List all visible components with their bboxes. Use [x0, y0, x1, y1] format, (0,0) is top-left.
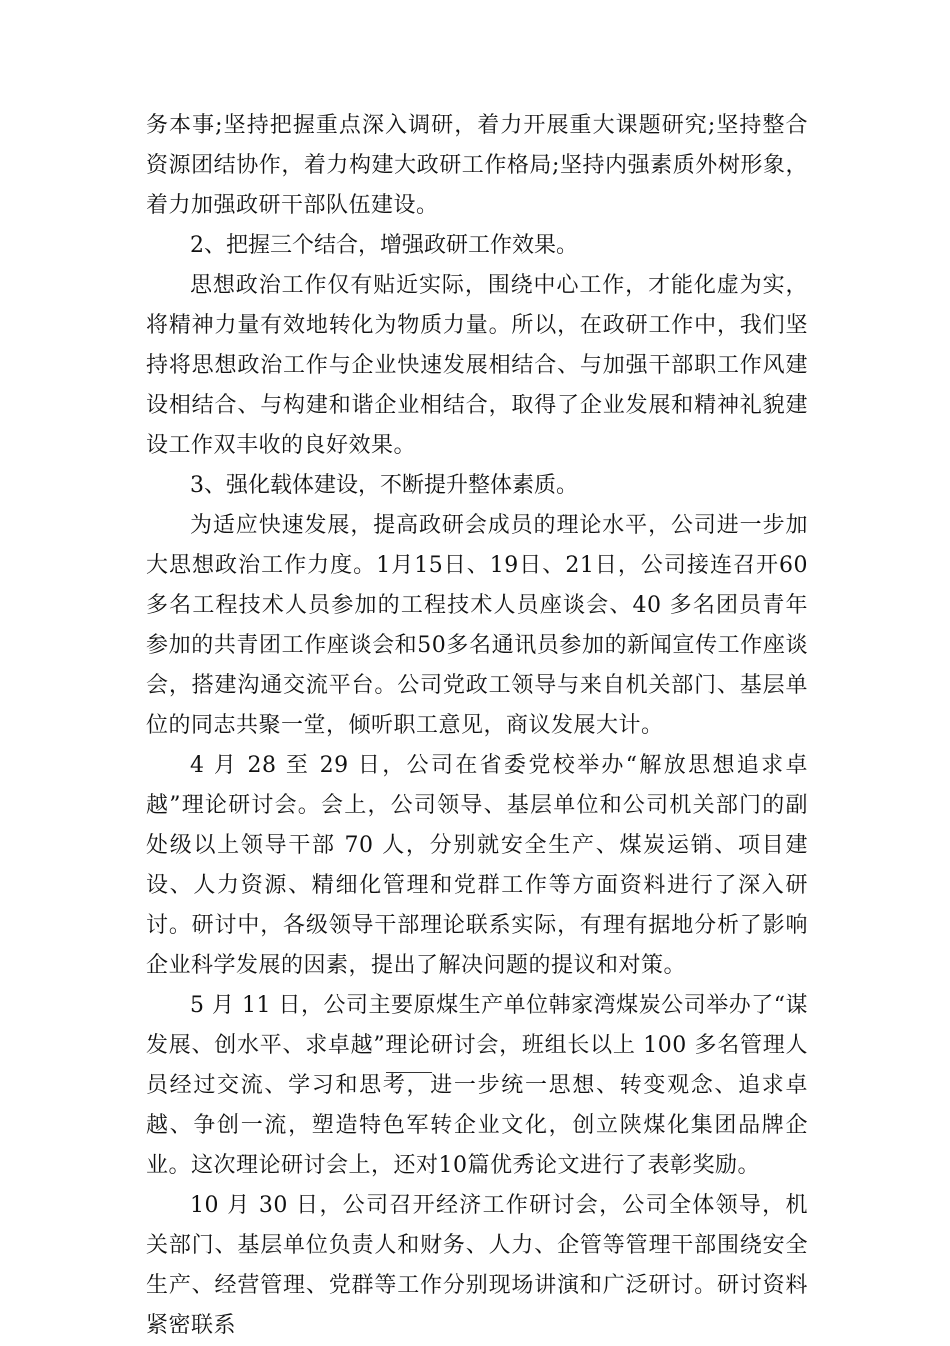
paragraph: 10 月 30 日，公司召开经济工作研讨会，公司全体领导，机关部门、基层单位负责人和财务、人力、企管等管理干部围绕安全生产、经营管理、党群等工作分别现场讲演和广泛研讨。研讨资料紧密联系	[146, 1193, 808, 1338]
paragraph: 4 月 28 至 29 日，公司在省委党校举办“解放思想追求卓越”理论研讨会。会上，公司领导、基层单位和公司机关部门的副处级以上领导干部 70 人，分别就安全生产、煤炭运销、项目建设、人力资源、精细化管理和党群工作等方面资料进行了深入研讨。研讨中，各级领导干部理论联系实际，有理有据地分析了影响企业科学发展的因素，提出了解决问题的提议和对策。	[146, 753, 808, 978]
text-underline-mark	[386, 1072, 432, 1073]
paragraph: 思想政治工作仅有贴近实际，围绕中心工作，才能化虚为实，将精神力量有效地转化为物质力量。所以，在政研工作中，我们坚持将思想政治工作与企业快速发展相结合、与加强干部职工作风建设相结合、与构建和谐企业相结合，取得了企业发展和精神礼貌建设工作双丰收的良好效果。	[146, 273, 808, 458]
section-heading-3: 3、强化载体建设，不断提升整体素质。	[190, 473, 578, 498]
paragraph: 5 月 11 日，公司主要原煤生产单位韩家湾煤炭公司举办了“谋发展、创水平、求卓越”理论研讨会，班组长以上 100 多名管理人员经过交流、学习和思考，进一步统一思想、转变观念、追求卓越、争创一流，塑造特色军转企业文化，创立陕煤化集团品牌企业。这次理论研讨会上，还对10篇优秀论文进行了表彰奖励。	[146, 993, 808, 1178]
paragraph: 为适应快速发展，提高政研会成员的理论水平，公司进一步加大思想政治工作力度。1月15日、19日、21日，公司接连召开60多名工程技术人员参加的工程技术人员座谈会、40 多名团员青年参加的共青团工作座谈会和50多名通讯员参加的新闻宣传工作座谈会，搭建沟通交流平台。公司党政工领导与来自机关部门、基层单位的同志共聚一堂，倾听职工意见，商议发展大计。	[146, 513, 808, 738]
section-heading-2: 2、把握三个结合，增强政研工作效果。	[190, 233, 578, 258]
paragraph-continued: 务本事;坚持把握重点深入调研，着力开展重大课题研究;坚持整合资源团结协作，着力构建大政研工作格局;坚持内强素质外树形象，着力加强政研干部队伍建设。	[146, 113, 808, 218]
document-page	[146, 106, 808, 1346]
